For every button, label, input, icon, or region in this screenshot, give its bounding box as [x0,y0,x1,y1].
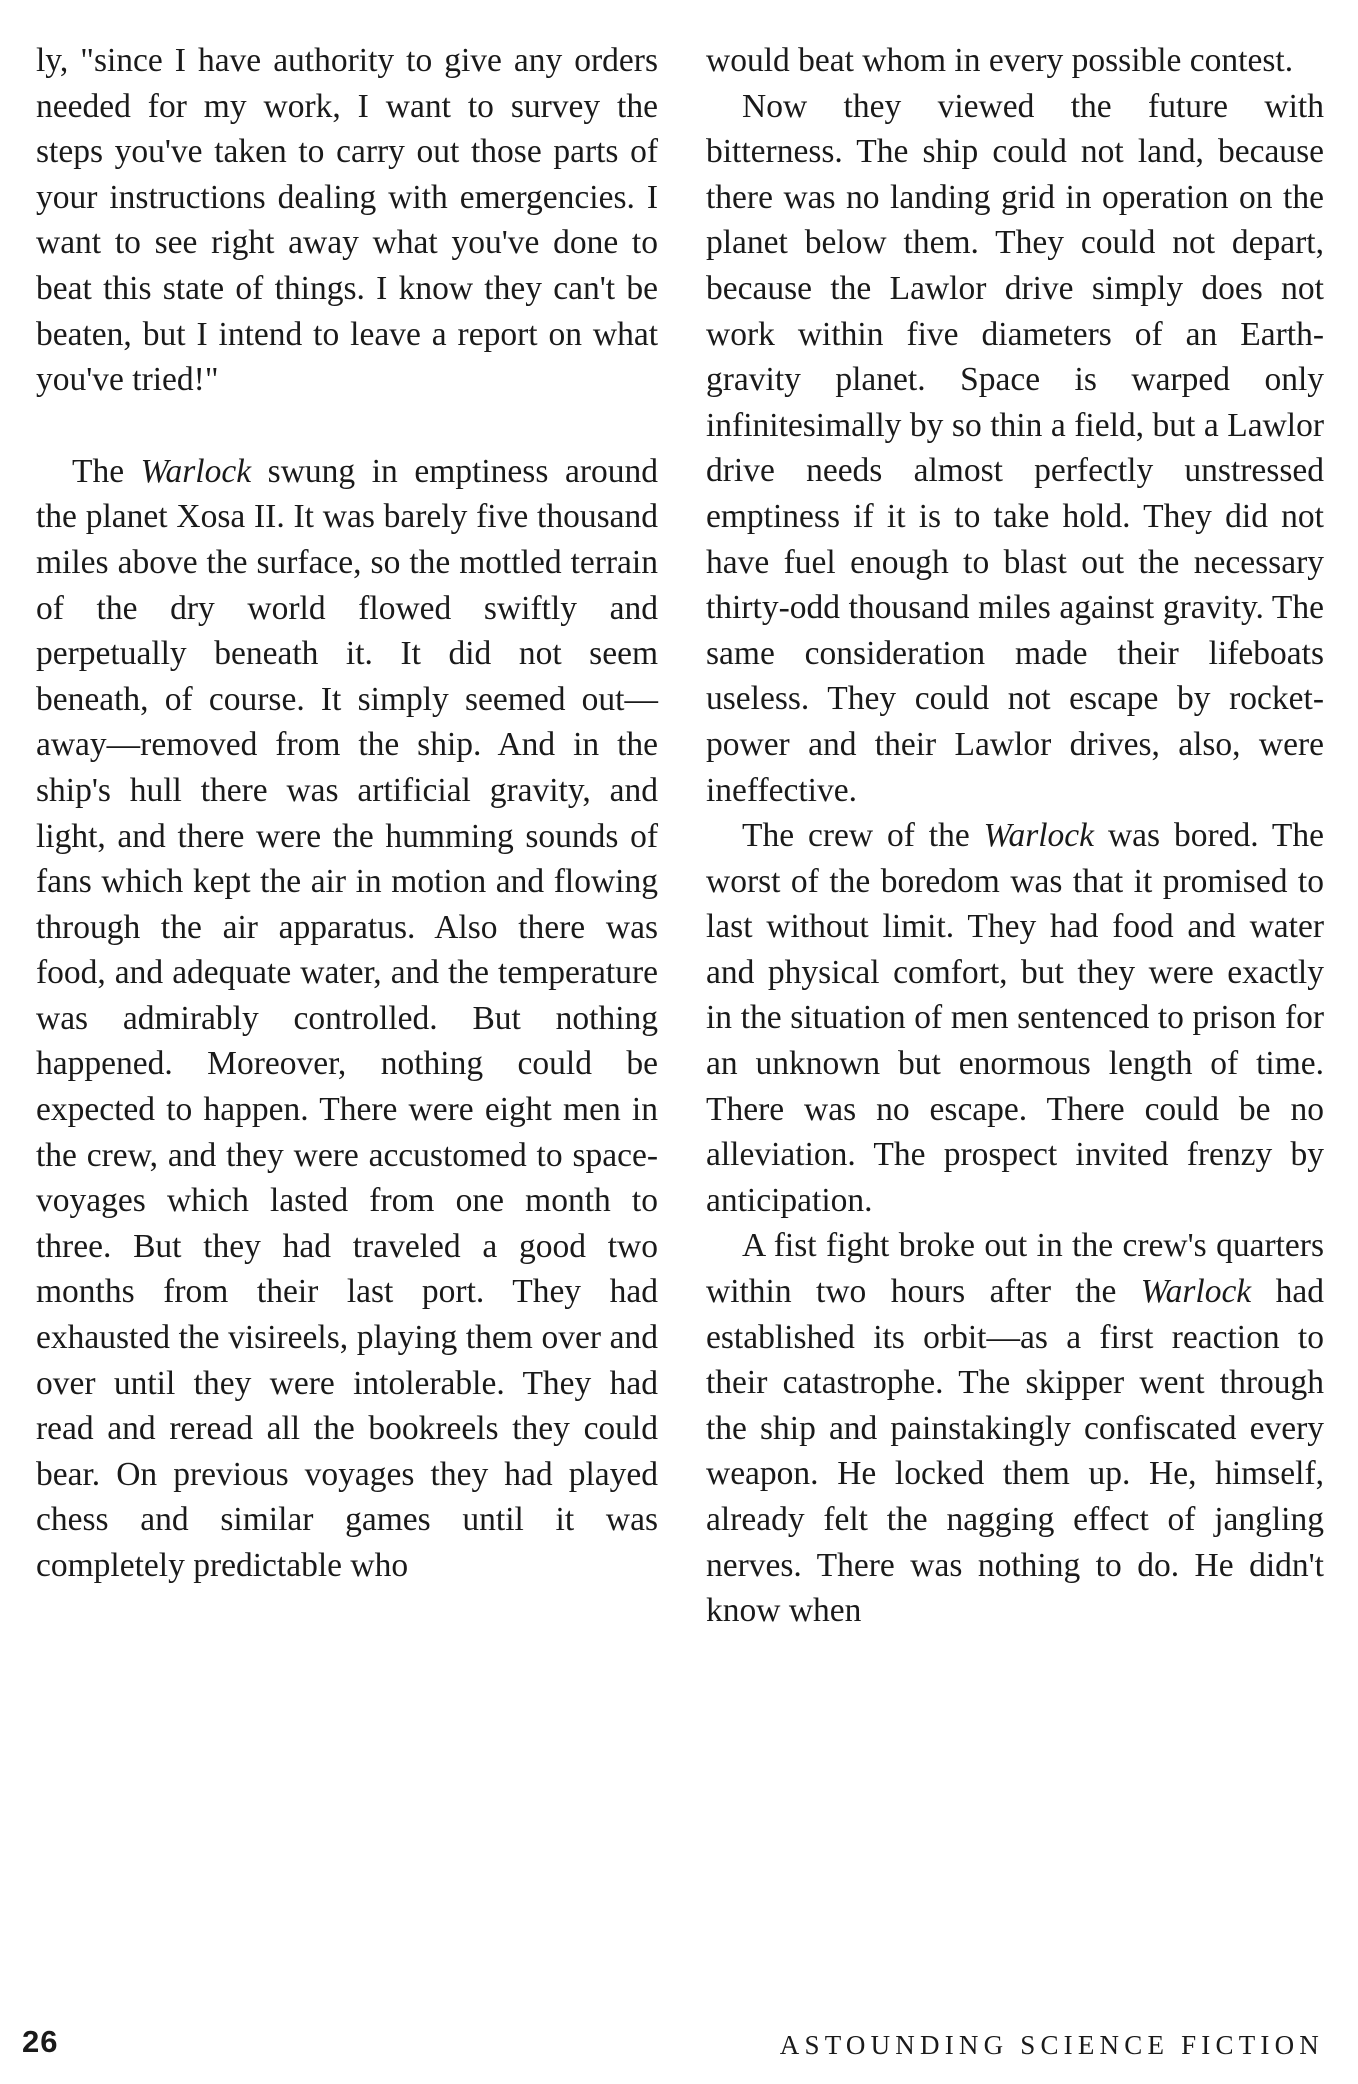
right-paragraph-4-start: A fist fight broke out in the crew's quarters within two hours after the [706,1227,1324,1311]
right-paragraph-4-rest: had established its orbit—as a first reaction to their catastrophe. The skipper went through the ship and painstakingly confiscated every weapon. He locked them up. He, himself, already felt the nagging effect of jangling nerves. There was nothing to do. He didn't know when [706,1273,1324,1630]
page-number: 26 [22,2024,59,2059]
left-paragraph-2-rest: swung in emptiness around the planet Xosa II. It was barely five thousand miles above the surface, so the mottled terrain of the dry world flowed swiftly and perpetually beneath it. It did not seem beneath, of course. It simply seemed out—away—removed from the ship. And in the ship's hull there was artificial gravity, and light, and there were the humming sounds of fans which kept the air in motion and flowing through the air apparatus. Also there was food, and adequate water, and the temperature was admirably controlled. But nothing happened. Moreover, nothing could be expected to happen. There were eight men in the crew, and they were accustomed to space-voyages which lasted from one month to three. But they had traveled a good two months from their last port. They had exhausted the visireels, playing them over and over until they were intolerable. They had read and reread all the bookreels they could bear. On previous voyages they had played chess and similar games until it was completely predictable who [36,452,658,1584]
right-paragraph-3 [706,813,1324,1223]
left-paragraph-2 [36,449,658,1589]
right-paragraph-3-rest: was bored. The worst of the boredom was that it promised to last without limit. They had food and water and physical comfort, but they were exactly in the situation of men sentenced to prison for an unknown but enormous length of time. There was no escape. There could be no alleviation. The prospect invited frenzy by anticipation. [706,817,1324,1219]
left-text-column [36,38,658,1589]
ship-name-italic: Warlock [983,817,1095,855]
right-text-column [706,38,1324,1634]
left-paragraph-1: ly, "since I have authority to give any orders needed for my work, I want to survey the steps you've taken to carry out those parts of your instructions dealing with emergencies. I want to see right away what you've done to beat this state of things. I know they can't be beaten, but I intend to leave a report on what you've tried!" [36,42,658,399]
ship-name-italic: Warlock [1140,1273,1252,1311]
right-paragraph-1: would beat whom in every possible contest. [706,42,1294,79]
left-paragraph-2-start: The [72,452,141,490]
right-paragraph-4 [706,1223,1324,1633]
ship-name-italic: Warlock [140,452,252,490]
right-paragraph-3-start: The crew of the [742,817,984,855]
running-footer-title: ASTOUNDING SCIENCE FICTION [779,2030,1324,2060]
right-paragraph-2: Now they viewed the future with bitterness. The ship could not land, because there was no landing grid in operation on the planet below them. They could not depart, because the Lawlor drive simply does not work within five diameters of an Earth-gravity planet. Space is warped only infinitesimally by so thin a field, but a Lawlor drive needs almost perfectly unstressed emptiness if it is to take hold. They did not have fuel enough to blast out the necessary thirty-odd thousand miles against gravity. The same consideration made their lifeboats useless. They could not escape by rocket-power and their Lawlor drives, also, were ineffective. [706,87,1324,809]
